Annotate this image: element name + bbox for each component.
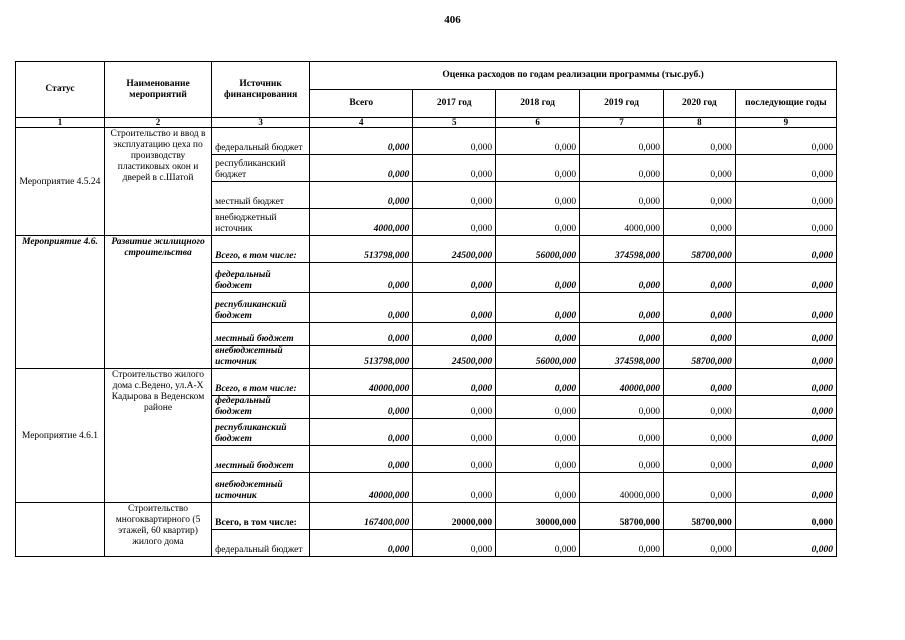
- source-cell: местный бюджет: [212, 182, 310, 209]
- value-cell: 0,000: [663, 155, 735, 182]
- total-cell: 0,000: [310, 293, 413, 323]
- status-cell: Мероприятие 4.6.1: [16, 369, 105, 503]
- value-cell: 0,000: [735, 293, 836, 323]
- source-cell: Всего, в том числе:: [212, 236, 310, 263]
- value-cell: 4000,000: [580, 209, 664, 236]
- total-cell: 4000,000: [310, 209, 413, 236]
- source-cell: федеральный бюджет: [212, 128, 310, 155]
- value-cell: 0,000: [413, 369, 496, 396]
- value-cell: 58700,000: [580, 503, 664, 530]
- value-cell: 0,000: [413, 396, 496, 419]
- value-cell: 56000,000: [496, 346, 580, 369]
- value-cell: 0,000: [496, 323, 580, 346]
- total-cell: 0,000: [310, 530, 413, 557]
- value-cell: 0,000: [413, 419, 496, 446]
- header-status: Статус: [16, 62, 105, 118]
- source-cell: внебюджетный источник: [212, 346, 310, 369]
- header-2017: 2017 год: [413, 90, 496, 118]
- total-cell: 0,000: [310, 419, 413, 446]
- value-cell: 0,000: [735, 263, 836, 293]
- value-cell: 0,000: [496, 530, 580, 557]
- value-cell: 0,000: [580, 128, 664, 155]
- value-cell: 58700,000: [663, 236, 735, 263]
- value-cell: 0,000: [413, 293, 496, 323]
- total-cell: 0,000: [310, 128, 413, 155]
- value-cell: 0,000: [496, 182, 580, 209]
- value-cell: 0,000: [663, 396, 735, 419]
- value-cell: 0,000: [413, 155, 496, 182]
- value-cell: 0,000: [580, 263, 664, 293]
- col-number: 1: [16, 118, 105, 128]
- value-cell: 0,000: [496, 209, 580, 236]
- total-cell: 0,000: [310, 323, 413, 346]
- header-2020: 2020 год: [663, 90, 735, 118]
- value-cell: 0,000: [496, 419, 580, 446]
- header-later: последующие годы: [735, 90, 836, 118]
- value-cell: 0,000: [663, 419, 735, 446]
- value-cell: 0,000: [735, 346, 836, 369]
- header-total: Всего: [310, 90, 413, 118]
- col-number: 3: [212, 118, 310, 128]
- value-cell: 0,000: [663, 128, 735, 155]
- value-cell: 0,000: [496, 293, 580, 323]
- source-cell: Всего, в том числе:: [212, 503, 310, 530]
- value-cell: 0,000: [496, 128, 580, 155]
- value-cell: 0,000: [580, 293, 664, 323]
- value-cell: 0,000: [663, 323, 735, 346]
- source-cell: республиканский бюджет: [212, 293, 310, 323]
- header-source: Источник финансирования: [212, 62, 310, 118]
- name-cell: Строительство жилого дома с.Ведено, ул.А-Х Кадырова в Веденском районе: [104, 369, 211, 503]
- col-number: 8: [663, 118, 735, 128]
- value-cell: 0,000: [496, 396, 580, 419]
- source-cell: федеральный бюджет: [212, 396, 310, 419]
- value-cell: 0,000: [580, 530, 664, 557]
- value-cell: 0,000: [663, 369, 735, 396]
- value-cell: 0,000: [735, 369, 836, 396]
- value-cell: 0,000: [663, 473, 735, 503]
- value-cell: 24500,000: [413, 346, 496, 369]
- source-cell: Всего, в том числе:: [212, 369, 310, 396]
- source-cell: внебюджетный источник: [212, 473, 310, 503]
- value-cell: 30000,000: [496, 503, 580, 530]
- value-cell: 0,000: [735, 419, 836, 446]
- expenses-table: [15, 61, 837, 557]
- value-cell: 374598,000: [580, 236, 664, 263]
- status-cell: Мероприятие 4.6.: [16, 236, 105, 369]
- header-name: Наименование мероприятий: [104, 62, 211, 118]
- value-cell: 20000,000: [413, 503, 496, 530]
- total-cell: 0,000: [310, 182, 413, 209]
- source-cell: федеральный бюджет: [212, 263, 310, 293]
- value-cell: 0,000: [735, 530, 836, 557]
- col-number: 2: [104, 118, 211, 128]
- total-cell: 0,000: [310, 446, 413, 473]
- value-cell: 0,000: [413, 209, 496, 236]
- value-cell: 0,000: [663, 182, 735, 209]
- value-cell: 0,000: [663, 209, 735, 236]
- value-cell: 0,000: [413, 263, 496, 293]
- value-cell: 0,000: [735, 503, 836, 530]
- total-cell: 513798,000: [310, 236, 413, 263]
- value-cell: 0,000: [663, 293, 735, 323]
- value-cell: 0,000: [663, 446, 735, 473]
- table-row: [16, 128, 837, 155]
- col-number: 4: [310, 118, 413, 128]
- table-row: [16, 236, 837, 263]
- total-cell: 0,000: [310, 396, 413, 419]
- value-cell: 0,000: [580, 419, 664, 446]
- value-cell: 0,000: [663, 530, 735, 557]
- total-cell: 167400,000: [310, 503, 413, 530]
- source-cell: республиканский бюджет: [212, 155, 310, 182]
- value-cell: 0,000: [580, 323, 664, 346]
- value-cell: 0,000: [663, 263, 735, 293]
- header-2018: 2018 год: [496, 90, 580, 118]
- total-cell: 40000,000: [310, 369, 413, 396]
- value-cell: 0,000: [580, 182, 664, 209]
- source-cell: внебюджетный источник: [212, 209, 310, 236]
- header-row: [16, 62, 837, 90]
- value-cell: 0,000: [735, 446, 836, 473]
- value-cell: 58700,000: [663, 503, 735, 530]
- value-cell: 0,000: [413, 182, 496, 209]
- header-2019: 2019 год: [580, 90, 664, 118]
- value-cell: 0,000: [735, 473, 836, 503]
- value-cell: 56000,000: [496, 236, 580, 263]
- value-cell: 0,000: [413, 530, 496, 557]
- total-cell: 0,000: [310, 155, 413, 182]
- value-cell: 40000,000: [580, 473, 664, 503]
- name-cell: Строительство и ввод в эксплуатацию цеха по производству пластиковых окон и дверей в с.Шатой: [104, 128, 211, 236]
- total-cell: 513798,000: [310, 346, 413, 369]
- value-cell: 0,000: [580, 155, 664, 182]
- value-cell: 0,000: [735, 236, 836, 263]
- value-cell: 24500,000: [413, 236, 496, 263]
- value-cell: 58700,000: [663, 346, 735, 369]
- col-number: 7: [580, 118, 664, 128]
- table-row: [16, 369, 837, 396]
- value-cell: 0,000: [496, 155, 580, 182]
- table-row: [16, 503, 837, 530]
- value-cell: 0,000: [413, 446, 496, 473]
- value-cell: 0,000: [735, 396, 836, 419]
- col-number: 9: [735, 118, 836, 128]
- value-cell: 0,000: [580, 446, 664, 473]
- value-cell: 0,000: [496, 446, 580, 473]
- total-cell: 40000,000: [310, 473, 413, 503]
- value-cell: 0,000: [735, 128, 836, 155]
- value-cell: 374598,000: [580, 346, 664, 369]
- name-cell: Развитие жилищного строительства: [104, 236, 211, 369]
- value-cell: 0,000: [496, 473, 580, 503]
- source-cell: местный бюджет: [212, 446, 310, 473]
- value-cell: 0,000: [735, 182, 836, 209]
- source-cell: республиканский бюджет: [212, 419, 310, 446]
- status-cell: Мероприятие 4.5.24: [16, 128, 105, 236]
- value-cell: 0,000: [496, 263, 580, 293]
- value-cell: 0,000: [735, 209, 836, 236]
- value-cell: 0,000: [413, 323, 496, 346]
- col-number: 5: [413, 118, 496, 128]
- status-cell: [16, 503, 105, 557]
- page-number: 406: [444, 14, 461, 26]
- value-cell: 0,000: [735, 323, 836, 346]
- col-number: 6: [496, 118, 580, 128]
- total-cell: 0,000: [310, 263, 413, 293]
- name-cell: Строительство многоквартирного (5 этажей, 60 квартир) жилого дома: [104, 503, 211, 557]
- value-cell: 0,000: [735, 155, 836, 182]
- value-cell: 40000,000: [580, 369, 664, 396]
- value-cell: 0,000: [413, 128, 496, 155]
- value-cell: 0,000: [413, 473, 496, 503]
- value-cell: 0,000: [496, 369, 580, 396]
- source-cell: федеральный бюджет: [212, 530, 310, 557]
- value-cell: 0,000: [580, 396, 664, 419]
- header-estimate: Оценка расходов по годам реализации программы (тыс.руб.): [310, 62, 837, 90]
- source-cell: местный бюджет: [212, 323, 310, 346]
- column-number-row: [16, 118, 837, 128]
